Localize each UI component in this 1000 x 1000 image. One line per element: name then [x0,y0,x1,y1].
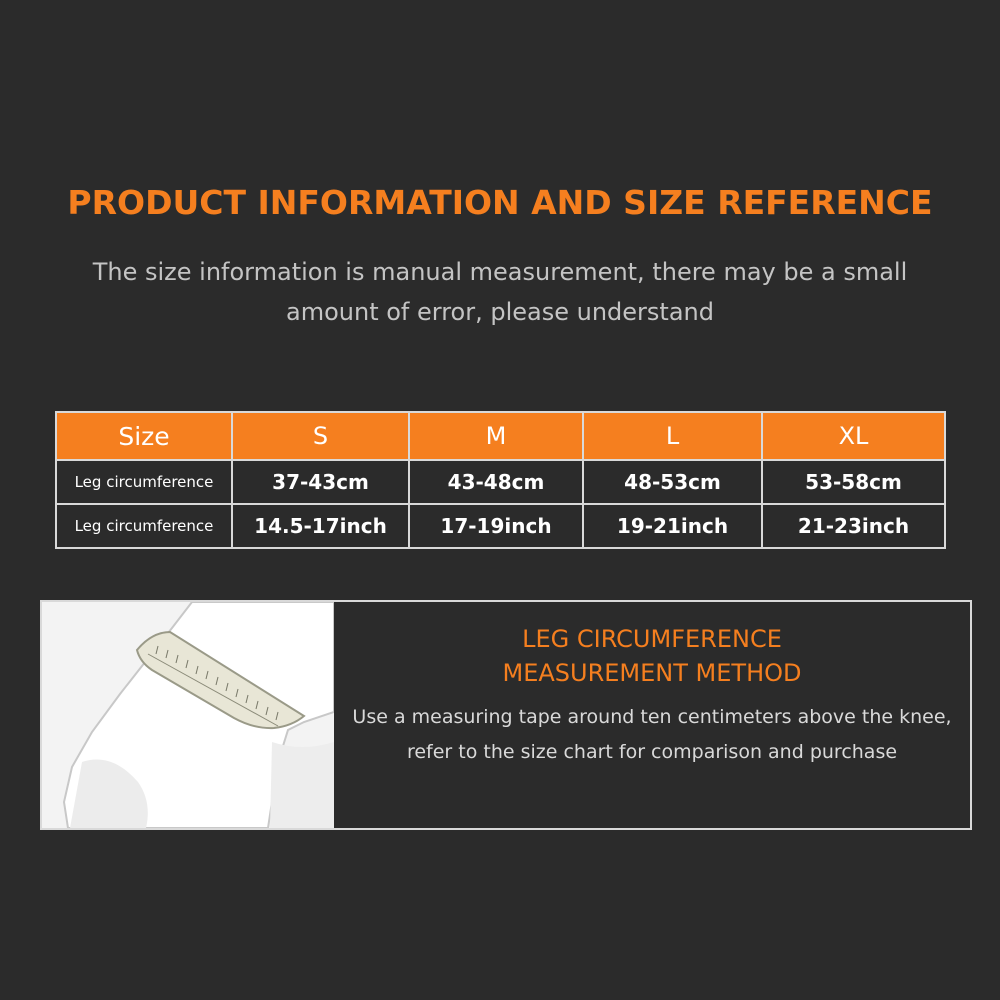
table-cell: 19-21inch [583,504,762,548]
table-cell: 17-19inch [409,504,583,548]
table-cell: 21-23inch [762,504,945,548]
size-header-l: L [583,412,762,460]
measurement-method-panel [40,600,972,830]
size-chart-table [55,411,946,549]
method-title [334,622,970,690]
row-label: Leg circumference [56,460,232,504]
size-header-s: S [232,412,409,460]
knee-illustration-svg [42,602,334,828]
page-title: PRODUCT INFORMATION AND SIZE REFERENCE [67,183,933,222]
table-cell: 37-43cm [232,460,409,504]
method-title-line2: MEASUREMENT METHOD [502,659,802,687]
table-row [56,504,945,548]
method-title-line1: LEG CIRCUMFERENCE [522,625,782,653]
table-cell: 48-53cm [583,460,762,504]
method-description: Use a measuring tape around ten centimeters above the knee, refer to the size chart for comparison and purchase [352,706,952,763]
table-cell: 14.5-17inch [232,504,409,548]
size-header-m: M [409,412,583,460]
page-subtitle: The size information is manual measurement, there may be a small amount of error, please understand [92,258,908,326]
size-chart-header-row [56,412,945,460]
table-cell: 43-48cm [409,460,583,504]
table-cell: 53-58cm [762,460,945,504]
knee-measuring-tape-illustration [42,602,334,828]
size-header-xl: XL [762,412,945,460]
row-label: Leg circumference [56,504,232,548]
table-row [56,460,945,504]
size-header-label: Size [56,412,232,460]
